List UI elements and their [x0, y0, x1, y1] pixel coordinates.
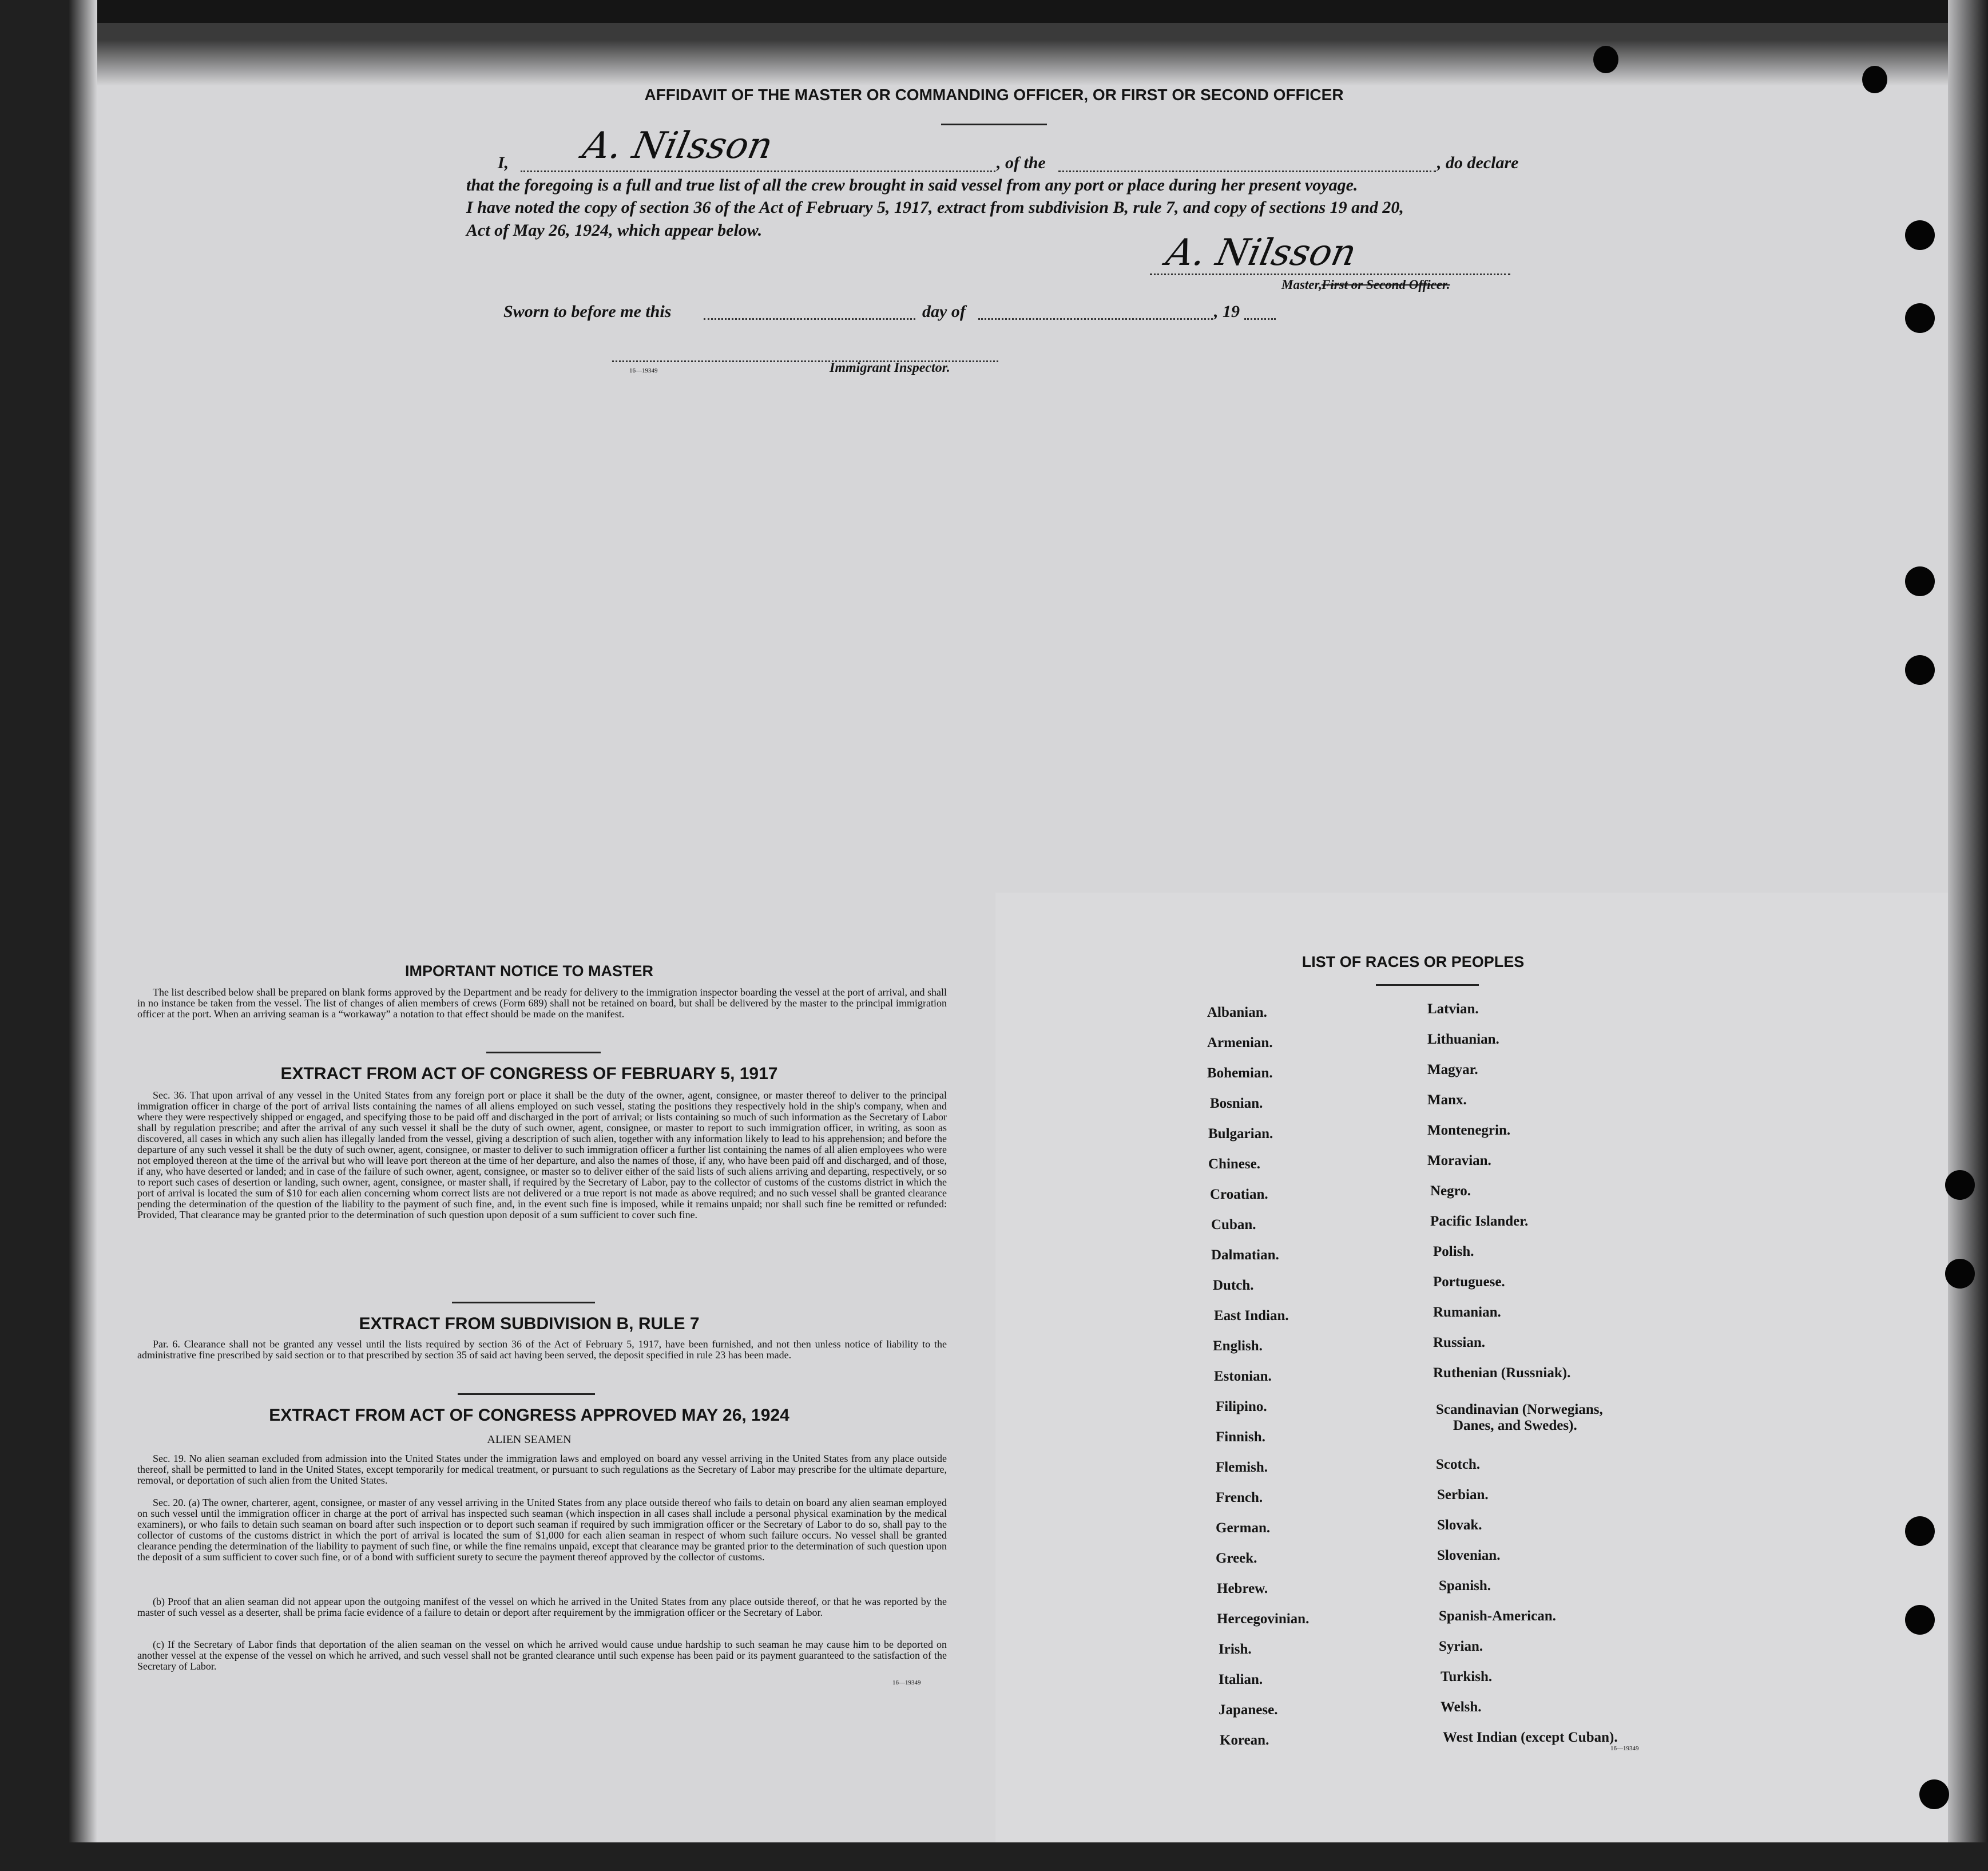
race-item: Bulgarian.	[1208, 1126, 1273, 1141]
affidavit-title: AFFIDAVIT OF THE MASTER OR COMMANDING OFFICER, OR FIRST OR SECOND OFFICER	[644, 86, 1344, 104]
sworn-month-line	[978, 318, 1213, 320]
signature-line	[1150, 273, 1510, 275]
race-item: English.	[1213, 1338, 1263, 1354]
race-item: Scotch.	[1436, 1457, 1481, 1472]
day-of-label: day of	[922, 302, 966, 321]
do-declare-label: , do declare	[1437, 153, 1519, 172]
race-item: Japanese.	[1219, 1702, 1278, 1718]
race-item: Syrian.	[1439, 1639, 1483, 1654]
race-item: Korean.	[1220, 1733, 1269, 1748]
punch-hole	[1905, 303, 1935, 333]
master-signature: A. Nilsson	[579, 125, 777, 167]
divider	[458, 1393, 595, 1395]
race-item: German.	[1216, 1520, 1271, 1536]
extract-1917-body: Sec. 36. That upon arrival of any vessel in the United States from any foreign port or place it shall be the duty of the owner, agent, consignee, or master thereof to deliver to the principal immigration officer in charge of the port of arrival lists containing the names of all aliens employed on such vessel, stating the positions they respectively hold in the ship's company, when and where they were respectively shipped or engaged, and specifying those to be paid off and discharged in the port of arrival; or lists containing so much of such information as the Secretary of Labor shall by regulation prescribe; and after the arrival of any such vessel it shall be the duty of such owner, agent, consignee, or master to report to such immigration officer, in writing, as soon as discovered, all cases in which any such alien has illegally landed from the vessel, giving a description of such alien, together with any information likely to lead to his apprehension; and before the departure of any such vessel it shall be the duty of such owner, agent, consignee, or master to deliver to such immigration officer a further list containing the names of all alien employees who were not employed thereon at the time of the arrival but who will leave port thereon at the time of her departure, and also the names of those, if any, who have been paid off and discharged, and of those, if any, who have deserted or landed; and in case of the failure of such owner, agent, consignee, or master so to deliver either of the said lists of such aliens arriving and departing, respectively, or so to report such cases of desertion or landing, such owner, agent, consignee, or master shall, if required by the Secretary of Labor, pay to the collector of customs of the customs district in which the port of arrival is located the sum of $10 for each alien concerning whom correct lists are not delivered or a true report is not made as above required; and no such vessel shall be granted clearance pending the determination of the question of the liability to the payment of such fine, and, in the event such fine is imposed, while it remains unpaid; nor shall such fine be remitted or refunded: Provided, That clearance may be granted prior to the determination of such question upon deposit of a sum sufficient to cover such fine.	[137, 1089, 947, 1220]
sworn-label: Sworn to before me this	[503, 302, 672, 321]
notice-heading: IMPORTANT NOTICE TO MASTER	[405, 962, 653, 980]
rule-7-body: Par. 6. Clearance shall not be granted any vessel until the lists required by section 36 of the Act of February 5, 1917, have been furnished, and not then unless notice of liability to the administrative fine prescribed by said section or to that prescribed by section 35 of said act having been served, the deposit specified in rule 23 has been made.	[137, 1338, 947, 1361]
races-form-number: 16—19349	[1610, 1745, 1639, 1752]
punch-hole	[1919, 1779, 1949, 1809]
race-item: Negro.	[1430, 1183, 1471, 1199]
sec-20c-body: (c) If the Secretary of Labor finds that deportation of the alien seaman on the vessel on which he arrived would cause undue hardship to such seaman he may cause him to be deported on another vessel at the expense of the vessel on which he arrived, and such vessel shall not be granted clearance until such expense has been paid or its payment guaranteed to the satisfaction of the Secretary of Labor.	[137, 1639, 947, 1672]
affidavit-line-2: that the foregoing is a full and true list of all the crew brought in said vessel from any port or place during her present voyage.	[466, 176, 1358, 195]
race-item: Rumanian.	[1433, 1305, 1501, 1320]
race-item: Finnish.	[1216, 1429, 1265, 1445]
race-item: Montenegrin.	[1427, 1123, 1511, 1138]
race-item: Hercegovinian.	[1217, 1611, 1310, 1627]
race-item: Greek.	[1216, 1551, 1257, 1566]
title-divider	[941, 124, 1047, 125]
extract-form-number: 16—19349	[892, 1679, 921, 1686]
rule-7-heading: EXTRACT FROM SUBDIVISION B, RULE 7	[359, 1314, 700, 1333]
affidavit-line-4: Act of May 26, 1924, which appear below.	[466, 221, 763, 240]
race-item: Bosnian.	[1210, 1096, 1263, 1111]
punch-hole	[1945, 1259, 1975, 1289]
of-the-label: , of the	[997, 153, 1046, 172]
sworn-day-line	[704, 318, 915, 320]
punch-hole	[1945, 1170, 1975, 1200]
race-item: Spanish.	[1439, 1578, 1491, 1593]
notice-body: The list described below shall be prepared on blank forms approved by the Department and be ready for delivery to the immigration inspector boarding the vessel at the port of arrival, and shall in no instance be taken from the vessel. The list of changes of alien members of crews (Form 689) shall not be retained on board, but shall be delivered by the master to the principal immigration officer at the port. When an arriving seaman is a “workaway” a notation to that effect should be made on the manifest.	[137, 986, 947, 1020]
punch-hole	[1905, 220, 1935, 250]
race-item: Armenian.	[1207, 1035, 1273, 1051]
scan-border-left	[0, 0, 97, 1871]
divider	[452, 1302, 595, 1303]
race-item: Hebrew.	[1217, 1581, 1268, 1596]
scan-border-bottom	[0, 1842, 1988, 1871]
race-item: Dutch.	[1213, 1278, 1254, 1293]
struck-officer-label: First or Second Officer.	[1322, 278, 1450, 292]
races-divider	[1376, 984, 1479, 986]
race-item: Scandinavian (Norwegians,	[1436, 1402, 1603, 1417]
punch-hole	[1905, 1605, 1935, 1635]
name-line	[521, 171, 995, 172]
race-item: Bohemian.	[1207, 1065, 1273, 1081]
race-item: Turkish.	[1441, 1669, 1493, 1684]
punch-hole	[1905, 566, 1935, 596]
vessel-line	[1058, 171, 1436, 172]
alien-seamen-subheading: ALIEN SEAMEN	[487, 1433, 572, 1446]
scan-border-right	[1948, 0, 1988, 1871]
punch-hole	[1905, 1516, 1935, 1546]
race-item: Slovenian.	[1437, 1548, 1501, 1563]
sec-20a-body: Sec. 20. (a) The owner, charterer, agent, consignee, or master of any vessel arriving in the United States from any place outside thereof who fails to detain on board any alien seaman employed on such vessel until the immigration officer in charge at the port of arrival has inspected such seaman (which inspection in all cases shall include a personal physical examination by the medical examiners), or who fails to detain such seaman on board after such inspection or to deport such seaman if required by such immigration officer or the Secretary of Labor to do so, shall pay to the collector of customs of the customs district in which the port of arrival is located the sum of $1,000 for each alien seaman in respect of whom such failure occurs. No vessel shall be granted clearance pending the determination of the liability to payment of such fine, or while the fine remains unpaid, except that clearance may be granted prior to the determination of such question upon the deposit of a sum sufficient to cover such fine, or of a bond with sufficient surety to secure the payment thereof approved by the collector of customs.	[137, 1497, 947, 1563]
inspector-label: Immigrant Inspector.	[830, 360, 950, 375]
races-heading: LIST OF RACES OR PEOPLES	[1301, 953, 1525, 970]
race-item: Welsh.	[1441, 1699, 1482, 1715]
race-item: Ruthenian (Russniak).	[1433, 1365, 1571, 1381]
race-item: Portuguese.	[1433, 1274, 1505, 1290]
race-item: Spanish-American.	[1439, 1608, 1556, 1624]
race-item: Magyar.	[1427, 1062, 1478, 1077]
sec-19-body: Sec. 19. No alien seaman excluded from admission into the United States under the immigration laws and employed on board any vessel arriving in the United States from any place outside thereof, shall be permitted to land in the United States, except temporarily for medical treatment, or pursuant to such regulations as the Secretary of Labor may prescribe for the ultimate departure, removal, or deportation of such alien from the United States.	[137, 1453, 947, 1486]
divider	[486, 1052, 601, 1053]
race-item: Irish.	[1219, 1642, 1252, 1657]
race-item: Moravian.	[1427, 1153, 1491, 1168]
race-item: Cuban.	[1211, 1217, 1256, 1232]
scan-border-top	[0, 0, 1988, 86]
year-label: , 19	[1214, 302, 1240, 321]
race-item: Estonian.	[1214, 1369, 1272, 1384]
sec-20b-body: (b) Proof that an alien seaman did not appear upon the outgoing manifest of the vessel on which he arrived in the United States from any place outside thereof, or that he was reported by the master of such vessel as a deserter, shall be prima facie evidence of a failure to detain or deport after requirement by the immigration officer or the Secretary of Labor.	[137, 1596, 947, 1618]
race-item: Polish.	[1433, 1244, 1474, 1259]
extract-1924-heading: EXTRACT FROM ACT OF CONGRESS APPROVED MAY 26, 1924	[269, 1406, 789, 1425]
race-item: Italian.	[1219, 1672, 1263, 1687]
race-item: Dalmatian.	[1211, 1247, 1279, 1263]
race-item: Albanian.	[1207, 1005, 1267, 1020]
race-item: French.	[1216, 1490, 1263, 1505]
master-signature-2: A. Nilsson	[1162, 232, 1360, 274]
race-item: Lithuanian.	[1427, 1032, 1499, 1047]
race-item: Russian.	[1433, 1335, 1486, 1350]
punch-hole	[1905, 655, 1935, 685]
race-item: Manx.	[1427, 1092, 1467, 1108]
affidavit-form-number: 16—19349	[629, 367, 658, 374]
race-item: Slovak.	[1437, 1517, 1482, 1533]
race-item: Croatian.	[1210, 1187, 1268, 1202]
race-item: Serbian.	[1437, 1487, 1489, 1503]
punch-hole	[1593, 46, 1618, 73]
race-item: Latvian.	[1427, 1001, 1479, 1017]
race-item: Pacific Islander.	[1430, 1214, 1529, 1229]
race-item: East Indian.	[1214, 1308, 1289, 1323]
master-label: Master,	[1281, 278, 1322, 292]
race-item: Chinese.	[1208, 1156, 1260, 1172]
extract-1917-heading: EXTRACT FROM ACT OF CONGRESS OF FEBRUARY 5, 1917	[280, 1064, 778, 1083]
race-item: Flemish.	[1216, 1460, 1268, 1475]
affidavit-line-3: I have noted the copy of section 36 of the Act of February 5, 1917, extract from subdivision B, rule 7, and copy of sections 19 and 20,	[466, 198, 1404, 217]
race-item: Filipino.	[1216, 1399, 1267, 1414]
i-label: I,	[498, 153, 509, 172]
year-line	[1244, 318, 1276, 320]
race-item: Danes, and Swedes).	[1453, 1418, 1577, 1433]
race-item: West Indian (except Cuban).	[1443, 1730, 1618, 1745]
